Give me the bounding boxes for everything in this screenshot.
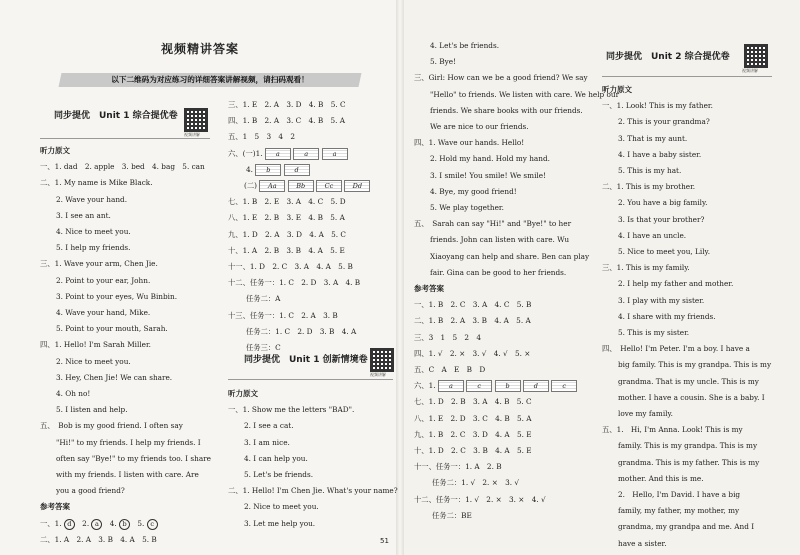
text-line: grandma, my grandpa and me. And I xyxy=(618,522,755,532)
text-line: you a good friend? xyxy=(56,486,125,496)
listening-title: 听力原文 xyxy=(40,146,70,155)
text-line: 任务二：A xyxy=(246,294,281,304)
writing-box: a xyxy=(438,380,464,392)
text-line: 3. I am nice. xyxy=(244,437,290,447)
text-line: 十一、1. D 2. C 3. A 4. A 5. B xyxy=(228,262,353,272)
text-line: 4. Oh no! xyxy=(56,389,91,399)
unit1-heading: 同步提优 Unit 1 综合提优卷 xyxy=(54,111,178,121)
text-line: 任务二：BE xyxy=(432,510,472,520)
text-line: 4. Let's be friends. xyxy=(430,41,500,50)
text-line: family, my father, my mother, my xyxy=(618,506,740,516)
text-line: 十一、任务一：1. A 2. B xyxy=(414,462,502,472)
unit1-listening xyxy=(40,143,211,548)
text-line: 4. Wave your hand, Mike. xyxy=(56,308,151,318)
text-line: 一、1. dad 2. apple 3. bed 4. bag 5. can xyxy=(40,162,205,172)
writing-box: Dd xyxy=(344,180,370,192)
text-line: 五、 Sarah can say "Hi!" and "Bye!" to her xyxy=(414,219,572,229)
text-line: 2. Nice to meet you. xyxy=(244,502,319,512)
text-line: 2. This is your grandma? xyxy=(618,117,710,127)
text-line: 四、 Hello! I'm Peter. I'm a boy. I have a xyxy=(602,344,750,354)
text-line: grandma. This is my father. This is my xyxy=(618,457,760,467)
text-line: 3. Hey, Chen Jie! We can share. xyxy=(56,372,173,382)
text-line: 二、1. My name is Mike Black. xyxy=(40,178,153,188)
text-line: 二、1. B 2. A 3. B 4. A 5. A xyxy=(414,316,531,326)
writing-box: a xyxy=(265,148,291,160)
text-line: 2. You have a big family. xyxy=(618,198,708,208)
answers-title: 参考答案 xyxy=(414,284,444,294)
text-line: mother. And this is me. xyxy=(618,473,704,483)
text-line: 3. I see an ant. xyxy=(56,210,111,220)
answer-row-circles: 一、1. d 2. a 4. b 5. c xyxy=(40,516,211,532)
text-line: 一、1. B 2. C 3. A 4. C 5. B xyxy=(414,300,532,310)
text-line: 五、 Bob is my good friend. I often say xyxy=(40,421,183,431)
unit1-creative-heading: 同步提优 Unit 1 创新情境卷 xyxy=(244,355,368,365)
writing-box: Cc xyxy=(316,180,342,192)
text-line: "Hello" to friends. We listen with care. We help our xyxy=(430,89,620,99)
text-line: friends. We share books with our friends. xyxy=(430,105,583,115)
text-line: 5. I listen and help. xyxy=(56,405,128,415)
text-line: 八、1. E 2. D 3. C 4. B 5. A xyxy=(414,413,532,423)
text-line: 5. Let's be friends. xyxy=(244,470,314,480)
text-line: 任务三：C xyxy=(246,343,281,353)
text-line: 三、Girl: How can we be a good friend? We say xyxy=(414,73,588,83)
qr-caption: 视频讲解 xyxy=(742,68,758,73)
text-line: 四、1. B 2. A 3. C 4. B 5. A xyxy=(228,116,346,126)
text-line: 4. I share with my friends. xyxy=(618,311,716,321)
text-line: 4. Nice to meet you. xyxy=(56,227,131,237)
text-line: 任务二：1. √ 2. × 3. √ xyxy=(432,478,520,488)
qr-caption: 视频讲解 xyxy=(184,132,200,137)
unit2-heading-wrap xyxy=(606,49,730,65)
text-line: 2. Wave your hand. xyxy=(56,194,128,204)
circled-answer: c xyxy=(147,519,158,530)
text-line: 二、1. Hello! I'm Chen Jie. What's your name? xyxy=(228,486,398,496)
text-line: 4. I can help you. xyxy=(244,453,308,463)
writing-box: a xyxy=(293,148,319,160)
text-line: 二、1. A 2. A 3. B 4. A 5. B xyxy=(40,534,157,544)
text-line: friends. John can listen with care. Wu xyxy=(430,235,570,245)
text-line: 九、1. B 2. C 3. D 4. A 5. E xyxy=(414,429,532,439)
text-line: 五、C A E B D xyxy=(414,365,486,375)
text-line: 3. Let me help you. xyxy=(244,518,316,528)
qr-code-unit1-creative[interactable] xyxy=(370,348,394,372)
text-line: 4. Bye, my good friend! xyxy=(430,186,517,196)
text-line: 4. I have an uncle. xyxy=(618,230,687,240)
answer-row-boxes: 4. b d xyxy=(228,162,370,178)
text-line: 九、1. D 2. A 3. D 4. A 5. C xyxy=(228,229,347,239)
text-line: 四、1. Hello! I'm Sarah Miller. xyxy=(40,340,151,350)
text-line: 2. Point to your ear, John. xyxy=(56,275,151,285)
text-line: 5. I help my friends. xyxy=(56,243,131,253)
page-title: 视频精讲答案 xyxy=(160,42,239,56)
text-line: family. This is my grandpa. This is my xyxy=(618,441,758,451)
writing-box: c xyxy=(466,380,492,392)
answers-title: 参考答案 xyxy=(40,502,70,512)
divider xyxy=(40,138,210,139)
text-line: 5. This is my sister. xyxy=(618,328,690,338)
unit1-creative-listening xyxy=(228,386,398,532)
text-line: 一、1. Look! This is my father. xyxy=(602,101,713,111)
listening-title: 听力原文 xyxy=(602,85,632,94)
text-line: 十、1. A 2. B 3. B 4. A 5. E xyxy=(228,245,345,255)
text-line: 一、1. Show me the letters "BAD". xyxy=(228,405,355,415)
writing-box: a xyxy=(322,148,348,160)
text-line: big family. This is my grandpa. This is my xyxy=(618,360,772,370)
text-line: 七、1. B 2. E 3. A 4. C 5. D xyxy=(228,197,346,207)
circled-answer: a xyxy=(91,519,102,530)
text-line: 2. Hello, I'm David. I have a big xyxy=(618,490,741,500)
text-line: 四、1. √ 2. × 3. √ 4. √ 5. × xyxy=(414,348,531,358)
text-line: 五、1 5 3 4 2 xyxy=(228,132,295,142)
text-line: 十三、任务一：1. C 2. A 3. B xyxy=(228,310,338,320)
writing-box: d xyxy=(284,164,310,176)
text-line: 三、1. Wave your arm, Chen Jie. xyxy=(40,259,158,269)
text-line: 三、1. E 2. A 3. D 4. B 5. C xyxy=(228,100,346,109)
unit1-column xyxy=(54,108,178,124)
text-line: 2. Nice to meet you. xyxy=(56,356,131,366)
text-line: love my family. xyxy=(618,409,673,419)
unit2-listening xyxy=(602,82,771,552)
text-line: with my friends. I listen with care. Are xyxy=(56,470,199,480)
qr-code-unit2[interactable] xyxy=(744,44,768,68)
text-line: 三、3 1 5 2 4 xyxy=(414,332,481,342)
qr-code-unit1[interactable] xyxy=(184,108,208,132)
writing-box: Aa xyxy=(259,180,285,192)
text-line: 七、1. D 2. B 3. A 4. B 5. C xyxy=(414,397,532,407)
text-line: 五、1. Hi, I'm Anna. Look! This is my xyxy=(602,425,743,435)
listening-title: 听力原文 xyxy=(228,389,258,398)
unit2-heading: 同步提优 Unit 2 综合提优卷 xyxy=(606,52,730,62)
divider xyxy=(602,76,772,77)
text-line: 2. Hold my hand. Hold my hand. xyxy=(430,154,550,164)
answer-row-boxes: 六、(一)1. a a a xyxy=(228,146,370,162)
text-line: 三、1. This is my family. xyxy=(602,263,690,273)
text-line: often say "Bye!" to my friends too. I share xyxy=(56,453,211,463)
text-line: mother. I have a cousin. She is a baby. I xyxy=(618,392,765,402)
text-line: 3. That is my aunt. xyxy=(618,133,688,143)
text-line: 二、1. This is my brother. xyxy=(602,182,696,192)
writing-box: b xyxy=(255,164,281,176)
text-line: have a sister. xyxy=(618,538,667,548)
text-line: 3. Point to your eyes, Wu Binbin. xyxy=(56,291,178,301)
column-3 xyxy=(414,38,619,524)
writing-box: Bb xyxy=(288,180,314,192)
text-line: 2. I see a cat. xyxy=(244,421,294,431)
text-line: 3. Is that your brother? xyxy=(618,214,705,224)
writing-box: c xyxy=(551,380,577,392)
text-line: 四、1. Wave our hands. Hello! xyxy=(414,138,525,148)
text-line: "Hi!" to my friends. I help my friends. I xyxy=(56,437,201,447)
column-2 xyxy=(228,97,370,356)
text-line: 八、1. E 2. B 3. E 4. B 5. A xyxy=(228,213,345,223)
text-line: 十、1. D 2. C 3. B 4. A 5. E xyxy=(414,446,532,456)
answer-row-boxes: 六、1. a c b d c xyxy=(414,378,619,394)
text-line: 5. Nice to meet you, Lily. xyxy=(618,247,711,257)
text-line: 5. Point to your mouth, Sarah. xyxy=(56,324,168,334)
text-line: 十二、任务一：1. √ 2. × 3. × 4. √ xyxy=(414,494,546,504)
text-line: 5. We play together. xyxy=(430,203,504,213)
text-line: 任务二：1. C 2. D 3. B 4. A xyxy=(246,326,357,336)
text-line: We are nice to our friends. xyxy=(430,122,529,132)
divider xyxy=(228,379,393,380)
text-line: grandma. That is my uncle. This is my xyxy=(618,376,759,386)
text-line: 3. I play with my sister. xyxy=(618,295,705,305)
text-line: 4. I have a baby sister. xyxy=(618,149,702,159)
text-line: 5. This is my hat. xyxy=(618,166,682,176)
text-line: Xiaoyang can help and share. Ben can play xyxy=(430,251,590,261)
writing-box: d xyxy=(523,380,549,392)
text-line: fair. Gina can be good to her friends. xyxy=(430,267,567,277)
answer-row-boxes: (二) Aa Bb Cc Dd xyxy=(228,178,370,194)
circled-answer: b xyxy=(119,519,130,530)
text-line: 5. Bye! xyxy=(430,57,457,67)
qr-caption: 视频讲解 xyxy=(370,372,386,377)
qr-banner: 以下二维码为对应练习的详细答案讲解视频，请扫码观看！ xyxy=(59,73,362,87)
text-line: 3. I smile! You smile! We smile! xyxy=(430,170,547,180)
text-line: 十二、任务一：1. C 2. D 3. A 4. B xyxy=(228,278,361,288)
page-number: 51 xyxy=(380,537,389,545)
circled-answer: d xyxy=(64,519,75,530)
text-line: 2. I help my father and mother. xyxy=(618,279,734,289)
writing-box: b xyxy=(495,380,521,392)
unit1-creative-heading-wrap xyxy=(244,352,368,368)
